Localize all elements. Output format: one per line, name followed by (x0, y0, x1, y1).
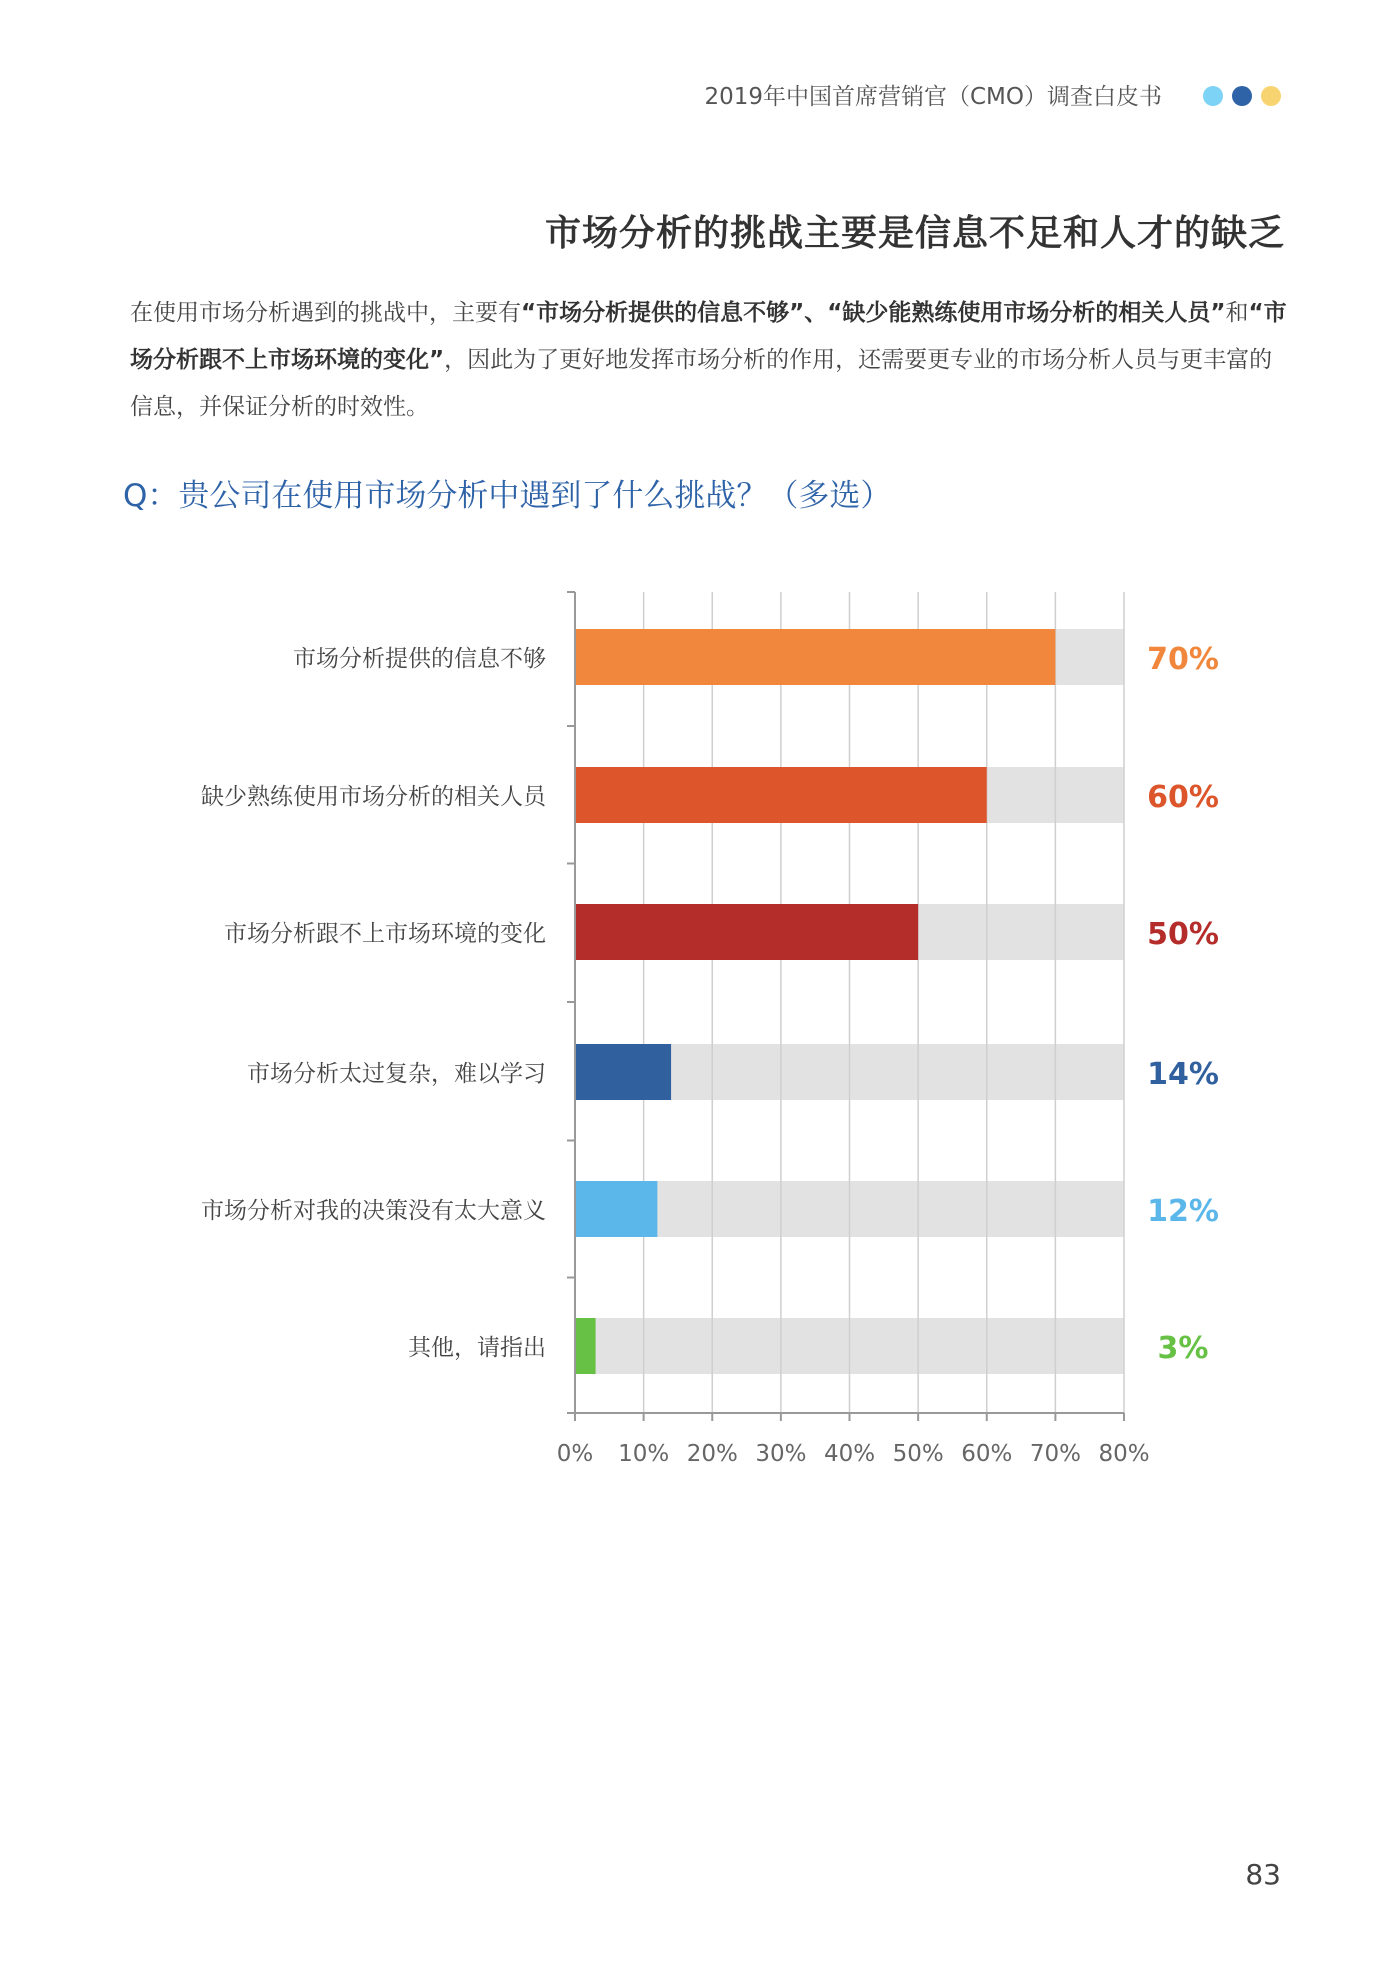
category-label: 市场分析提供的信息不够 (293, 646, 546, 672)
bar (575, 1044, 671, 1100)
section-title: 市场分析的挑战主要是信息不足和人才的缺乏 (544, 213, 1285, 254)
bar (575, 767, 987, 823)
x-tick-label: 40% (823, 1441, 876, 1467)
category-label: 市场分析对我的决策没有太大意义 (201, 1198, 546, 1224)
x-tick-label: 30% (755, 1441, 807, 1467)
question-title: Q：贵公司在使用市场分析中遇到了什么挑战？（多选） (123, 478, 892, 514)
data-label: 60% (1147, 780, 1219, 815)
category-label: 缺少熟练使用市场分析的相关人员 (201, 784, 546, 810)
x-tick-label: 60% (961, 1441, 1013, 1467)
data-label: 50% (1147, 917, 1219, 952)
x-tick-label: 20% (686, 1441, 738, 1467)
category-label: 市场分析太过复杂，难以学习 (247, 1061, 546, 1087)
x-tick-label: 10% (618, 1441, 670, 1467)
x-tick-label: 0% (556, 1441, 594, 1467)
x-tick-label: 50% (892, 1441, 944, 1467)
intro-bold-1: “市场分析提供的信息不够”、“缺少能熟练使用市场分析的相关人员” (521, 300, 1226, 326)
header-title: 2019年中国首席营销官（CMO）调查白皮书 (704, 84, 1162, 110)
category-label: 市场分析跟不上市场环境的变化 (224, 921, 546, 947)
page-number: 83 (1245, 1858, 1281, 1891)
intro-text-1: 在使用市场分析遇到的挑战中，主要有 (130, 300, 521, 326)
data-label: 70% (1147, 642, 1219, 677)
x-tick-label: 80% (1098, 1441, 1150, 1467)
data-label: 3% (1157, 1331, 1209, 1366)
bar (575, 1181, 657, 1237)
bar (575, 629, 1055, 685)
category-label: 其他，请指出 (408, 1335, 546, 1361)
intro-text-3: ，因此为了更好地发挥市场分析的作用，还需要更专业的市场分析人员与更丰富的信息，并保证分析的时效性。 (130, 347, 1273, 420)
bar (575, 904, 918, 960)
data-label: 14% (1147, 1057, 1219, 1092)
intro-bold-2: “市场分析跟不上市场环境的变化” (130, 300, 1287, 373)
bar (575, 1318, 596, 1374)
intro-text-2: 和 (1225, 300, 1249, 326)
x-tick-label: 70% (1029, 1441, 1081, 1467)
data-label: 12% (1147, 1194, 1219, 1229)
